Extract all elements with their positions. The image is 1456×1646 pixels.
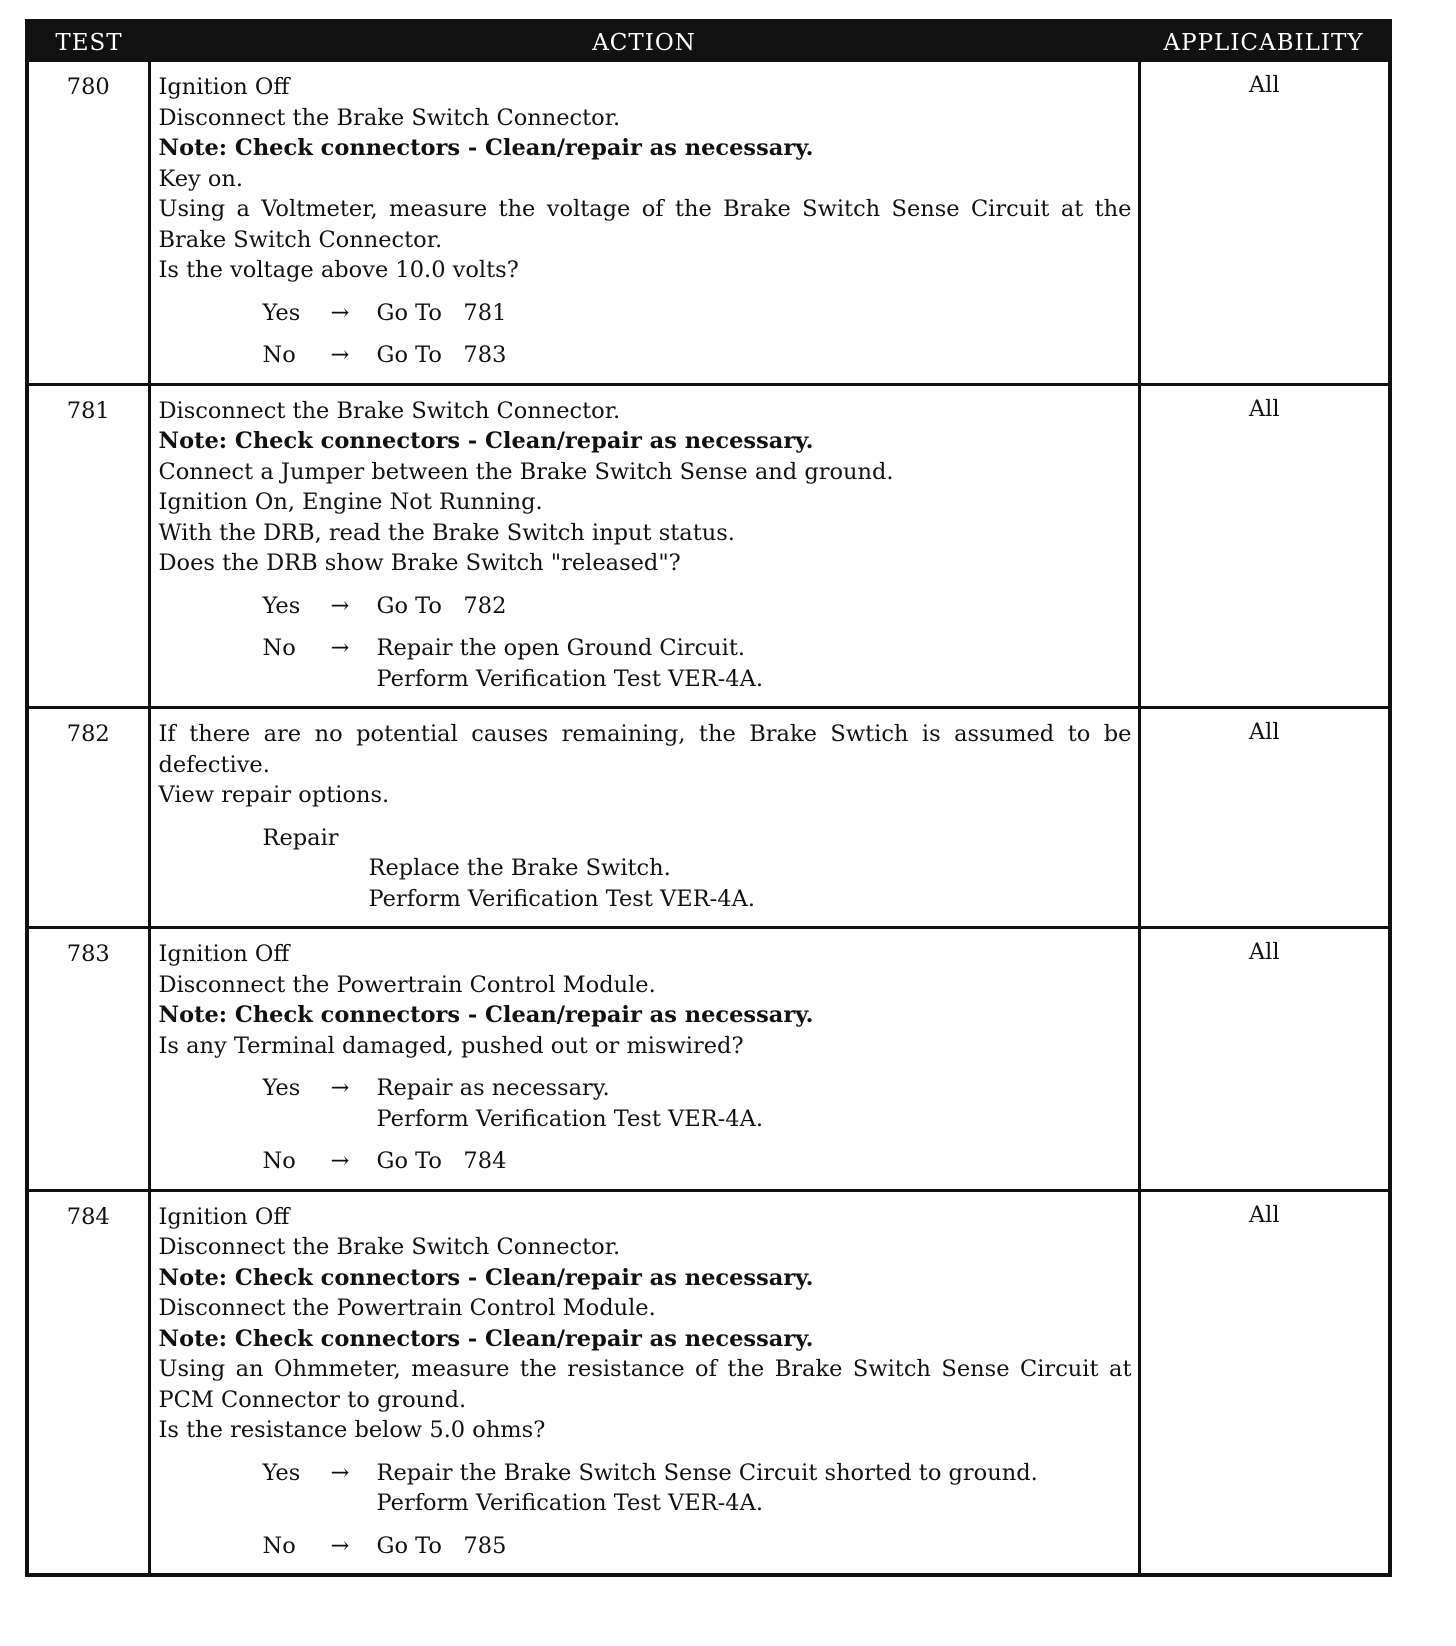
- branch-label: No: [262, 635, 296, 661]
- branch-label: Yes: [262, 299, 301, 326]
- action-line: Ignition Off: [158, 941, 290, 967]
- test-table: [29, 23, 1388, 1573]
- branch-label: Yes: [262, 1075, 301, 1101]
- branch-result-line: Perform Verification Test VER-4A.: [376, 1105, 763, 1132]
- applicability-value: All: [1139, 384, 1388, 708]
- action-line: Connect a Jumper between the Brake Switch Sense and ground.: [158, 458, 894, 485]
- arrow-right-icon: →: [330, 1148, 350, 1174]
- header-row: [29, 23, 1388, 62]
- arrow-right-icon: →: [330, 1532, 350, 1559]
- action-line: Ignition Off: [158, 74, 290, 100]
- branch-result-line: Repair the Brake Switch Sense Circuit shorted to ground.: [376, 1459, 1038, 1486]
- applicability-value: All: [1139, 708, 1388, 928]
- branch-result-line: Go To 781: [376, 299, 507, 326]
- arrow-right-icon: →: [330, 1075, 350, 1101]
- branch-label: No: [262, 1148, 296, 1174]
- branch-result-line: Go To 784: [376, 1148, 507, 1174]
- action-note: Note: Check connectors - Clean/repair as necessary.: [158, 135, 814, 161]
- action-line: Is any Terminal damaged, pushed out or miswired?: [158, 1032, 744, 1059]
- header-applicability: APPLICABILITY: [1139, 23, 1388, 62]
- branch-result-line: Perform Verification Test VER-4A.: [376, 1490, 763, 1516]
- branch-yes: [159, 1073, 1132, 1134]
- action-line: Key on.: [158, 165, 244, 192]
- action-line: View repair options.: [158, 782, 390, 808]
- table-row: [29, 928, 1388, 1191]
- applicability-value: All: [1139, 928, 1388, 1191]
- branch-result-line: Go To 783: [376, 342, 507, 368]
- action-note: Note: Check connectors - Clean/repair as necessary.: [158, 1002, 814, 1028]
- action-line: With the DRB, read the Brake Switch input status.: [158, 519, 735, 546]
- action-note: Note: Check connectors - Clean/repair as necessary.: [158, 1325, 814, 1352]
- branch-no: [159, 1531, 1132, 1562]
- table-row: [29, 62, 1388, 384]
- action-line: Is the voltage above 10.0 volts?: [158, 257, 519, 283]
- arrow-right-icon: →: [330, 635, 350, 661]
- repair-steps: [369, 853, 1132, 914]
- header-action: ACTION: [149, 23, 1139, 62]
- branch-result: [377, 1458, 1132, 1519]
- test-number: 781: [29, 384, 149, 708]
- branch-result-line: Repair as necessary.: [376, 1075, 610, 1101]
- action-line: Ignition On, Engine Not Running.: [158, 489, 543, 515]
- action-note: Note: Check connectors - Clean/repair as necessary.: [158, 428, 814, 454]
- action-line: Disconnect the Brake Switch Connector.: [158, 397, 621, 424]
- branch-no: [159, 340, 1132, 371]
- branch-result-line: Go To 782: [376, 592, 507, 619]
- action-note: Note: Check connectors - Clean/repair as necessary.: [158, 1264, 814, 1291]
- branch-result: [377, 1146, 1132, 1177]
- repair-step: Replace the Brake Switch.: [368, 855, 671, 881]
- arrow-right-icon: →: [330, 342, 350, 368]
- action-line: Using an Ohmmeter, measure the resistance of the Brake Switch Sense Circuit at PCM Connector to ground.: [158, 1356, 1132, 1413]
- action-cell: [149, 384, 1139, 708]
- action-line: Does the DRB show Brake Switch "released"?: [158, 550, 681, 576]
- action-line: Disconnect the Brake Switch Connector.: [158, 1234, 621, 1260]
- action-line: Disconnect the Powertrain Control Module.: [158, 971, 656, 998]
- applicability-value: All: [1248, 72, 1280, 98]
- branch-yes: [159, 1458, 1132, 1519]
- action-cell: [149, 1190, 1139, 1573]
- arrow-right-icon: →: [330, 592, 350, 619]
- branch-result: [377, 298, 1132, 329]
- action-line: Disconnect the Powertrain Control Module.: [158, 1295, 656, 1321]
- action-line: Using a Voltmeter, measure the voltage of the Brake Switch Sense Circuit at the Brake Switch Connector.: [158, 196, 1132, 253]
- branch-result: [377, 1073, 1132, 1134]
- branch-yes: [159, 298, 1132, 329]
- branch-no: [159, 633, 1132, 694]
- repair-step: Perform Verification Test VER-4A.: [368, 885, 755, 912]
- action-line: Ignition Off: [158, 1203, 290, 1230]
- diagnostic-test-table: [25, 19, 1392, 1577]
- header-test: TEST: [29, 23, 149, 62]
- test-number: 783: [29, 928, 149, 1191]
- action-cell: [149, 708, 1139, 928]
- table-row: [29, 708, 1388, 928]
- branch-result: [377, 1531, 1132, 1562]
- branch-label: Yes: [262, 1459, 301, 1486]
- branch-result-line: Repair the open Ground Circuit.: [376, 635, 746, 661]
- action-line: If there are no potential causes remaining, the Brake Swtich is assumed to be defective.: [158, 721, 1132, 778]
- branch-result: [377, 591, 1132, 622]
- applicability-value: All: [1139, 1190, 1388, 1573]
- table-body: [29, 62, 1388, 1573]
- branch-yes: [159, 591, 1132, 622]
- branch-label: Yes: [262, 592, 301, 619]
- branch-result: [377, 340, 1132, 371]
- branch-label: No: [262, 342, 296, 368]
- branch-result: [377, 633, 1132, 694]
- arrow-right-icon: →: [330, 1459, 350, 1486]
- repair-options: [263, 823, 1132, 915]
- test-number: 780: [29, 62, 149, 384]
- action-cell: [149, 62, 1139, 384]
- branch-result-line: Perform Verification Test VER-4A.: [376, 665, 763, 692]
- table-row: [29, 384, 1388, 708]
- repair-label: Repair: [262, 824, 339, 851]
- table-row: [29, 1190, 1388, 1573]
- action-cell: [149, 928, 1139, 1191]
- arrow-right-icon: →: [330, 299, 350, 326]
- branch-label: No: [262, 1532, 296, 1559]
- action-line: Disconnect the Brake Switch Connector.: [158, 104, 621, 131]
- test-number: 782: [29, 708, 149, 928]
- branch-result-line: Go To 785: [376, 1532, 507, 1559]
- action-line: Is the resistance below 5.0 ohms?: [158, 1417, 546, 1443]
- branch-no: [159, 1146, 1132, 1177]
- test-number: 784: [29, 1190, 149, 1573]
